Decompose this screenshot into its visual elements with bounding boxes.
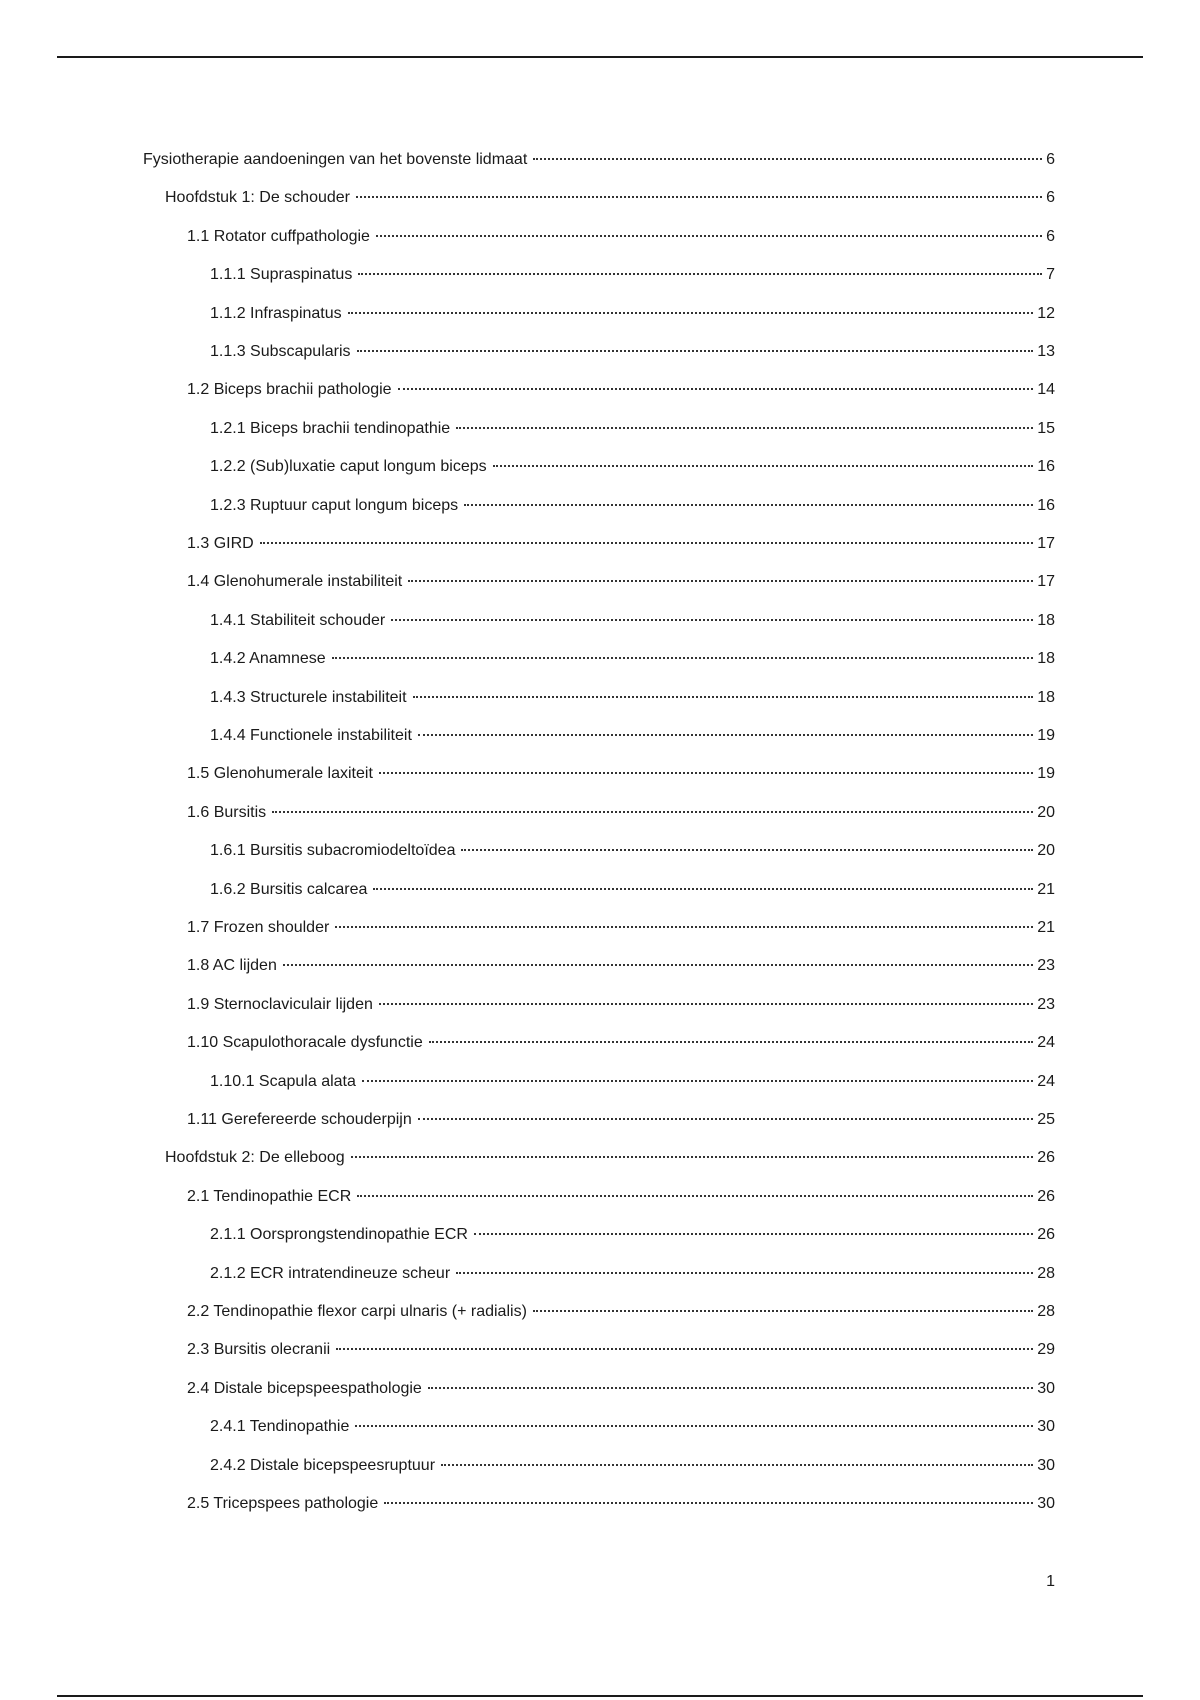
toc-entry-page-number: 17 [1037,535,1055,552]
toc-entry[interactable] [187,954,1055,978]
toc-dot-leader [493,465,1034,467]
toc-entry-page-number: 20 [1037,804,1055,821]
toc-entry-page-number: 19 [1037,765,1055,782]
toc-entry-title: 1.4.2 Anamnese [210,650,326,667]
toc-dot-leader [456,1272,1033,1274]
toc-entry[interactable] [210,609,1055,633]
toc-dot-leader [332,657,1034,659]
toc-entry-title: 1.10.1 Scapula alata [210,1073,356,1090]
toc-entry[interactable] [210,1454,1055,1478]
toc-entry[interactable] [210,1070,1055,1094]
toc-entry-page-number: 15 [1037,420,1055,437]
toc-entry-title: 1.10 Scapulothoracale dysfunctie [187,1034,423,1051]
toc-entry-page-number: 16 [1037,458,1055,475]
toc-entry-page-number: 6 [1046,151,1055,168]
toc-entry[interactable] [210,1415,1055,1439]
toc-entry-title: Hoofdstuk 1: De schouder [165,189,350,206]
toc-entry-page-number: 12 [1037,305,1055,322]
footer-rule [57,1695,1143,1697]
toc-dot-leader [441,1464,1033,1466]
toc-entry-title: 1.2.3 Ruptuur caput longum biceps [210,497,459,514]
toc-entry-title: 1.4.4 Functionele instabiliteit [210,727,412,744]
toc-entry-title: Fysiotherapie aandoeningen van het bovenste lidmaat [143,151,528,168]
toc-dot-leader [357,1195,1033,1197]
toc-entry-title: 2.1.1 Oorsprongstendinopathie ECR [210,1226,468,1243]
toc-entry[interactable] [187,570,1055,594]
toc-entry-title: 1.6.2 Bursitis calcarea [210,881,368,898]
toc-entry[interactable] [210,686,1055,710]
toc-entry[interactable] [165,186,1055,210]
toc-entry[interactable] [187,762,1055,786]
toc-entry-title: 1.4 Glenohumerale instabiliteit [187,573,403,590]
toc-entry-page-number: 17 [1037,573,1055,590]
toc-entry-title: 1.1 Rotator cuffpathologie [187,228,370,245]
toc-entry-page-number: 6 [1046,189,1055,206]
toc-dot-leader [376,235,1042,237]
toc-entry[interactable] [187,1108,1055,1132]
toc-dot-leader [373,888,1033,890]
toc-entry-title: 2.2 Tendinopathie flexor carpi ulnaris (+ radialis) [187,1303,527,1320]
toc-entry-page-number: 13 [1037,343,1055,360]
toc-entry[interactable] [165,1146,1055,1170]
toc-entry-page-number: 14 [1037,381,1055,398]
toc-dot-leader [272,811,1033,813]
toc-entry[interactable] [210,417,1055,441]
toc-entry-page-number: 30 [1037,1418,1055,1435]
toc-entry-page-number: 6 [1046,228,1055,245]
toc-entry-title: 1.3 GIRD [187,535,254,552]
toc-dot-leader [408,580,1033,582]
toc-entry[interactable] [210,340,1055,364]
toc-dot-leader [379,772,1033,774]
toc-entry[interactable] [187,378,1055,402]
toc-entry-title: 2.3 Bursitis olecranii [187,1341,331,1358]
toc-entry-page-number: 18 [1037,689,1055,706]
toc-dot-leader [384,1502,1033,1504]
toc-entry-page-number: 23 [1037,957,1055,974]
toc-dot-leader [461,849,1033,851]
toc-entry-title: 1.1.2 Infraspinatus [210,305,342,322]
toc-entry[interactable] [210,724,1055,748]
toc-entry-page-number: 28 [1037,1303,1055,1320]
toc-dot-leader [379,1003,1033,1005]
toc-entry[interactable] [210,839,1055,863]
toc-dot-leader [428,1387,1033,1389]
toc-entry-title: 1.6 Bursitis [187,804,267,821]
toc-entry-page-number: 23 [1037,996,1055,1013]
toc-entry[interactable] [210,494,1055,518]
toc-entry-page-number: 30 [1037,1495,1055,1512]
toc-dot-leader [533,1310,1033,1312]
toc-entry-title: 1.11 Gerefereerde schouderpijn [187,1111,412,1128]
toc-dot-leader [391,619,1033,621]
toc-entry[interactable] [187,1377,1055,1401]
toc-dot-leader [418,1118,1033,1120]
toc-entry-title: 2.4.1 Tendinopathie [210,1418,350,1435]
toc-entry-title: 1.4.3 Structurele instabiliteit [210,689,407,706]
toc-entry[interactable] [210,1262,1055,1286]
toc-entry-title: 2.1 Tendinopathie ECR [187,1188,352,1205]
toc-entry[interactable] [187,1338,1055,1362]
toc-dot-leader [336,1348,1033,1350]
toc-entry[interactable] [210,263,1055,287]
toc-entry-title: 1.7 Frozen shoulder [187,919,330,936]
toc-dot-leader [357,350,1034,352]
toc-dot-leader [429,1041,1033,1043]
toc-entry-page-number: 18 [1037,612,1055,629]
toc-entry-page-number: 26 [1037,1188,1055,1205]
toc-entry-title: 2.5 Tricepspees pathologie [187,1495,379,1512]
toc-entry[interactable] [187,1031,1055,1055]
toc-entry[interactable] [187,993,1055,1017]
toc-entry[interactable] [187,801,1055,825]
toc-entry-page-number: 26 [1037,1149,1055,1166]
toc-dot-leader [464,504,1033,506]
toc-dot-leader [474,1233,1033,1235]
toc-entry-title: 1.2.1 Biceps brachii tendinopathie [210,420,451,437]
toc-entry-title: 2.4 Distale bicepspeespathologie [187,1380,422,1397]
toc-dot-leader [348,312,1034,314]
toc-entry-page-number: 7 [1046,266,1055,283]
toc-entry[interactable] [143,148,1055,172]
toc-entry[interactable] [210,878,1055,902]
toc-dot-leader [351,1156,1034,1158]
toc-dot-leader [533,158,1042,160]
toc-dot-leader [355,1425,1033,1427]
toc-entry-page-number: 30 [1037,1380,1055,1397]
header-rule [57,56,1143,58]
toc-entry-title: 2.4.2 Distale bicepspeesruptuur [210,1457,436,1474]
toc-entry-page-number: 26 [1037,1226,1055,1243]
toc-entry-page-number: 30 [1037,1457,1055,1474]
toc-entry-page-number: 18 [1037,650,1055,667]
toc-entry-page-number: 19 [1037,727,1055,744]
toc-entry[interactable] [187,1300,1055,1324]
toc-entry-title: 1.2 Biceps brachii pathologie [187,381,392,398]
toc-entry-title: 1.6.1 Bursitis subacromiodeltoïdea [210,842,456,859]
toc-dot-leader [356,196,1042,198]
toc-entry-page-number: 16 [1037,497,1055,514]
toc-dot-leader [418,734,1033,736]
toc-entry-page-number: 21 [1037,881,1055,898]
toc-entry[interactable] [187,225,1055,249]
toc-dot-leader [362,1080,1033,1082]
toc-dot-leader [413,696,1034,698]
toc-entry-title: 1.4.1 Stabiliteit schouder [210,612,386,629]
toc-entry-page-number: 20 [1037,842,1055,859]
toc-entry-title: 2.1.2 ECR intratendineuze scheur [210,1265,451,1282]
page-number: 1 [1046,1573,1055,1590]
toc-entry-page-number: 24 [1037,1073,1055,1090]
toc-entry-title: 1.5 Glenohumerale laxiteit [187,765,373,782]
toc-entry-title: 1.1.1 Supraspinatus [210,266,353,283]
toc-entry-page-number: 21 [1037,919,1055,936]
toc-entry[interactable] [187,1185,1055,1209]
toc-entry-title: 1.2.2 (Sub)luxatie caput longum biceps [210,458,487,475]
toc-entry[interactable] [210,1223,1055,1247]
toc-entry-page-number: 24 [1037,1034,1055,1051]
toc-entry[interactable] [187,532,1055,556]
toc-dot-leader [283,964,1033,966]
toc-entry[interactable] [187,916,1055,940]
toc-entry-page-number: 28 [1037,1265,1055,1282]
toc-entry-title: 1.8 AC lijden [187,957,277,974]
toc-entry-page-number: 29 [1037,1341,1055,1358]
toc-dot-leader [260,542,1034,544]
toc-entry[interactable] [210,647,1055,671]
toc-dot-leader [335,926,1033,928]
toc-dot-leader [398,388,1034,390]
toc-dot-leader [358,273,1042,275]
toc-entry[interactable] [187,1492,1055,1516]
toc-entry-title: 1.1.3 Subscapularis [210,343,351,360]
toc-entry-title: 1.9 Sternoclaviculair lijden [187,996,373,1013]
toc-dot-leader [456,427,1033,429]
toc-entry-title: Hoofdstuk 2: De elleboog [165,1149,345,1166]
toc-entry[interactable] [210,302,1055,326]
toc-entry-page-number: 25 [1037,1111,1055,1128]
toc-entry[interactable] [210,455,1055,479]
